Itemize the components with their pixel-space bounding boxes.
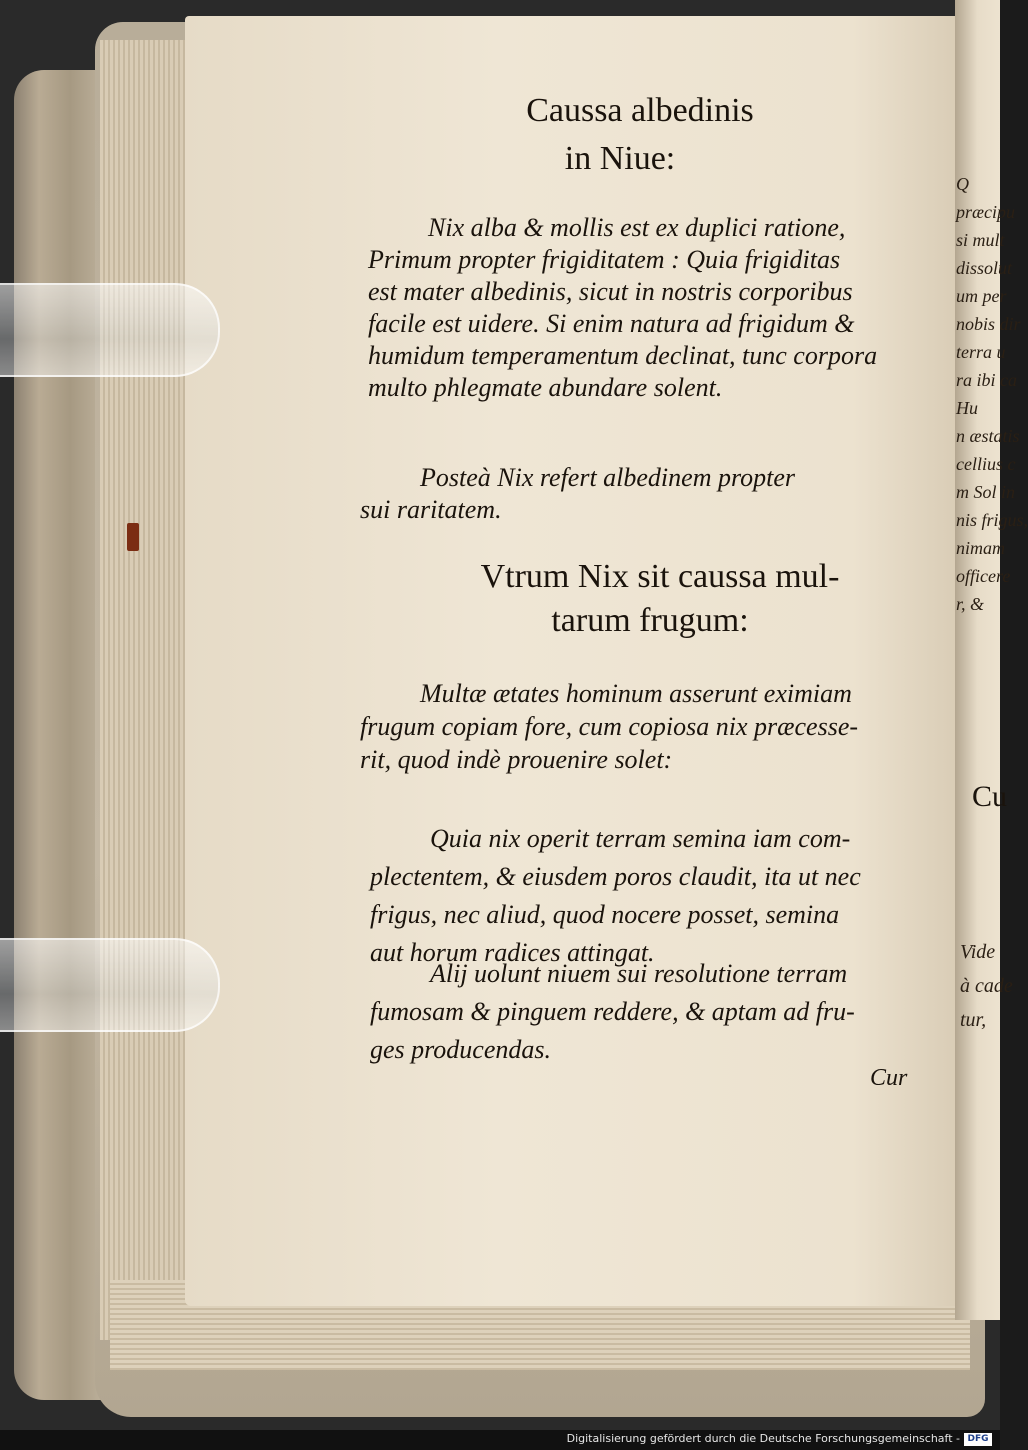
- text-line: Alij uolunt niuem sui resolutione terram: [430, 959, 848, 988]
- book-page: [185, 16, 970, 1306]
- facing-line: n æstatis: [956, 426, 1020, 446]
- text-line: humidum temperamentum declinat, tunc corpora: [368, 341, 878, 370]
- catchword: Cur: [870, 1065, 908, 1091]
- paragraph-1: [368, 212, 913, 404]
- facing-line: si mult: [956, 230, 1005, 250]
- text-line: rit, quod indè prouenire solet:: [360, 745, 673, 774]
- facing-page-heading: Cu: [972, 780, 1008, 813]
- paragraph-5: [370, 955, 915, 1069]
- facing-line: Q: [956, 174, 969, 194]
- text-line: sui raritatem.: [360, 495, 502, 524]
- facing-line: m Sol in: [956, 482, 1016, 502]
- facing-line: nobis dir: [956, 314, 1021, 334]
- glass-clip-upper: [0, 283, 220, 377]
- text-line: Quia nix operit terram semina iam com-: [430, 824, 851, 853]
- facing-line: tur,: [960, 1009, 987, 1031]
- section-heading-line-1: Caussa albedinis: [526, 92, 754, 129]
- dfg-logo: DFG: [964, 1433, 992, 1446]
- facing-line: r, &: [956, 594, 985, 614]
- text-line: Multæ ætates hominum asserunt eximiam: [420, 679, 852, 708]
- bookmark-marker: [127, 523, 139, 551]
- facing-line: Vide: [960, 941, 996, 963]
- question-heading-line-1: Vtrum Nix sit caussa mul-: [480, 558, 840, 595]
- text-line: Posteà Nix refert albedinem propter: [420, 463, 796, 492]
- text-line: multo phlegmate abundare solent.: [368, 373, 723, 402]
- paragraph-3: [360, 677, 910, 776]
- facing-line: um per: [956, 286, 1007, 306]
- glass-clip-lower: [0, 938, 220, 1032]
- facing-line: terra u: [956, 342, 1006, 362]
- facing-line: à cade: [960, 975, 1013, 997]
- facing-line: cellius c: [956, 454, 1016, 474]
- text-line: aut horum radices attingat.: [370, 938, 655, 967]
- text-line: Nix alba & mollis est ex duplici ratione,: [428, 213, 846, 242]
- text-line: plectentem, & eiusdem poros claudit, ita ut nec: [370, 862, 861, 891]
- facing-line: præcipu: [956, 202, 1016, 222]
- question-heading-line-2: tarum frugum:: [551, 602, 749, 639]
- text-line: est mater albedinis, sicut in nostris corporibus: [368, 277, 853, 306]
- facing-line: ra ibi ca: [956, 370, 1017, 390]
- paragraph-2: [360, 462, 905, 526]
- text-line: facile est uidere. Si enim natura ad frigidum &: [368, 309, 855, 338]
- funding-notice: Digitalisierung gefördert durch die Deutsche Forschungsgemeinschaft -: [566, 1432, 960, 1445]
- facing-line: nimam: [956, 538, 1005, 558]
- text-line: frugum copiam fore, cum copiosa nix præcesse-: [360, 712, 859, 741]
- text-line: Primum propter frigiditatem : Quia frigiditas: [368, 245, 841, 274]
- text-line: frigus, nec aliud, quod nocere posset, semina: [370, 900, 840, 929]
- facing-line: officere: [956, 566, 1011, 586]
- section-heading-line-2: in Niue:: [564, 140, 676, 177]
- facing-line: Hu: [956, 398, 978, 418]
- facing-line: dissolut: [956, 258, 1013, 278]
- text-line: ges producendas.: [370, 1035, 552, 1064]
- paragraph-4: [370, 820, 915, 972]
- facing-page-bottom-text: [960, 935, 1013, 1037]
- footer-bar: [0, 1430, 1000, 1450]
- text-line: fumosam & pinguem reddere, & aptam ad fru-: [370, 997, 855, 1026]
- facing-line: nis frigus,: [956, 510, 1028, 530]
- facing-page-text: [956, 170, 1028, 618]
